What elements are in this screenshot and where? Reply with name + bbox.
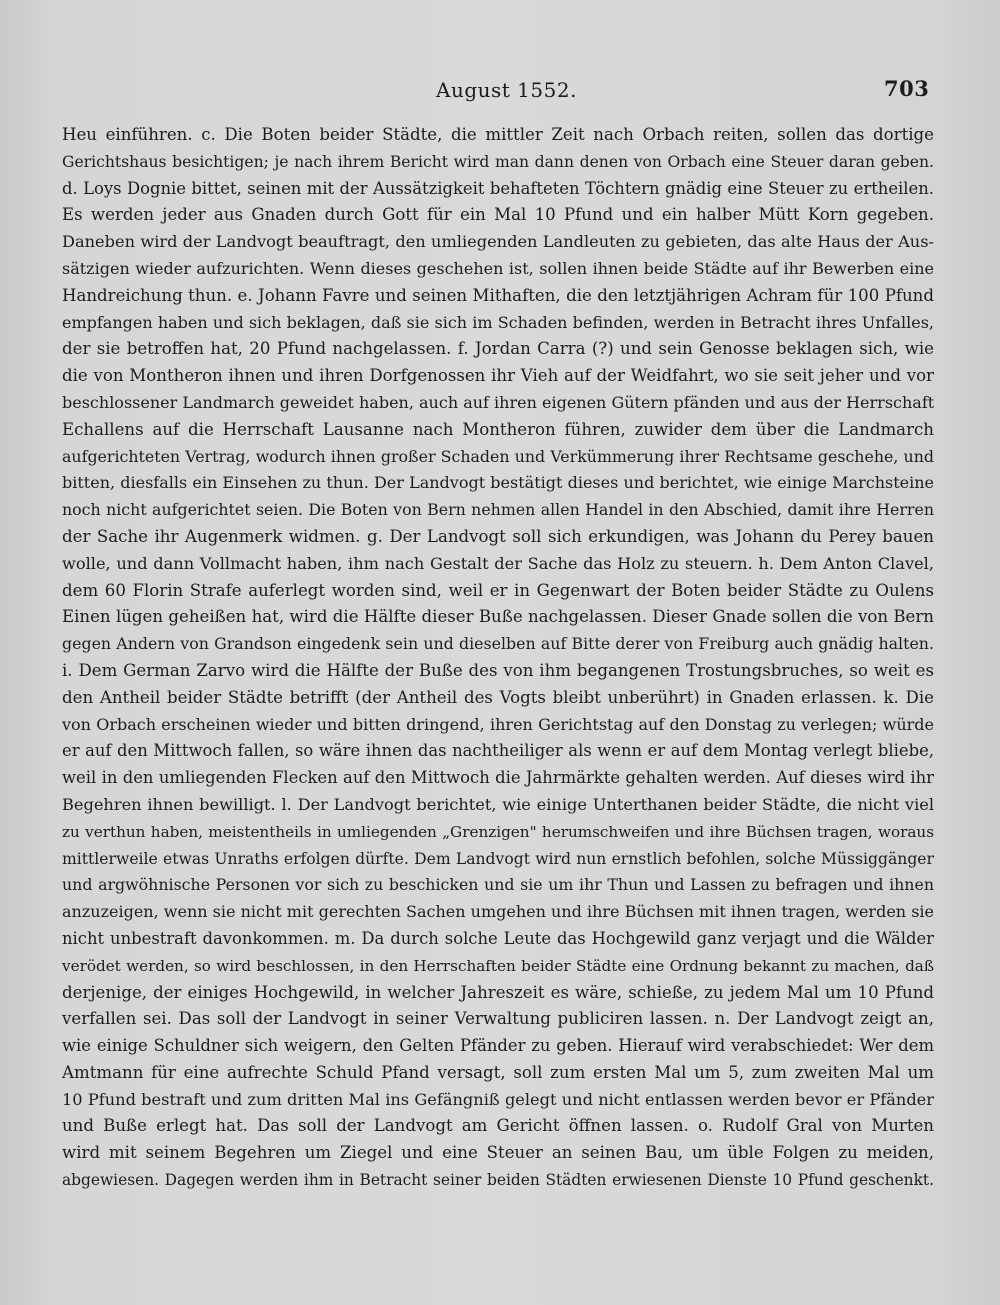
text-line: noch nicht aufgerichtet seien. Die Boten von Bern nehmen allen Handel in den Abschied, damit ihre Herren xyxy=(62,500,934,520)
text-line: und Buße erlegt hat. Das soll der Landvogt am Gericht öffnen lassen. o. Rudolf Gral von Murten xyxy=(62,1116,934,1136)
text-line: d. Loys Dognie bittet, seinen mit der Aussätzigkeit behafteten Töchtern gnädig eine Steuer zu ertheilen. xyxy=(62,178,934,198)
text-line: bitten, diesfalls ein Einsehen zu thun. Der Landvogt bestätigt dieses und berichtet, wie einige Marchsteine xyxy=(62,473,934,493)
text-line: abgewiesen. Dagegen werden ihm in Betracht seiner beiden Städten erwiesenen Dienste 10 Pfund geschenkt. xyxy=(62,1171,934,1190)
text-line: i. Dem German Zarvo wird die Hälfte der Buße des von ihm begangenen Trostungsbruches, so weit es xyxy=(62,660,934,680)
text-line: Einen lügen geheißen hat, wird die Hälfte dieser Buße nachgelassen. Dieser Gnade sollen die von Bern xyxy=(62,607,934,627)
text-line: Heu einführen. c. Die Boten beider Städte, die mittler Zeit nach Orbach reiten, sollen das dortige xyxy=(62,125,934,144)
text-line: Es werden jeder aus Gnaden durch Gott für ein Mal 10 Pfund und ein halber Mütt Korn gegeben. xyxy=(62,205,934,225)
text-line: gegen Andern von Grandson eingedenk sein und dieselben auf Bitte derer von Freiburg auch gnädig halten. xyxy=(62,634,934,654)
text-line: wird mit seinem Begehren um Ziegel und eine Steuer an seinen Bau, um üble Folgen zu meiden, xyxy=(62,1143,934,1163)
page-number: 703 xyxy=(884,76,930,101)
text-line: die von Montheron ihnen und ihren Dorfgenossen ihr Vieh auf der Weidfahrt, wo sie seit jeher und vor xyxy=(62,366,934,386)
text-line: weil in den umliegenden Flecken auf den Mittwoch die Jahrmärkte gehalten werden. Auf dieses wird ihr xyxy=(62,768,934,788)
text-line: zu verthun haben, meistentheils in umliegenden „Grenzigen" herumschweifen und ihre Büchsen tragen, woraus xyxy=(62,822,934,841)
text-line: Gerichtshaus besichtigen; je nach ihrem Bericht wird man dann denen von Orbach eine Steuer daran geben. xyxy=(62,152,934,171)
text-line: wie einige Schuldner sich weigern, den Gelten Pfänder zu geben. Hierauf wird verabschiedet: Wer dem xyxy=(62,1036,934,1056)
text-line: von Orbach erscheinen wieder und bitten dringend, ihren Gerichtstag auf den Donstag zu verlegen; würde xyxy=(62,714,934,734)
text-line: Echallens auf die Herrschaft Lausanne nach Montheron führen, zuwider dem über die Landmarch xyxy=(62,419,934,439)
text-line: verödet werden, so wird beschlossen, in den Herrschaften beider Städte eine Ordnung bekannt zu machen, daß xyxy=(62,956,934,975)
text-line: den Antheil beider Städte betrifft (der Antheil des Vogts bleibt unberührt) in Gnaden erlassen. k. Die xyxy=(62,687,934,707)
text-line: beschlossener Landmarch geweidet haben, auch auf ihren eigenen Gütern pfänden und aus der Herrschaft xyxy=(62,392,934,412)
page-header xyxy=(0,76,1000,106)
text-line: und argwöhnische Personen vor sich zu beschicken und sie um ihr Thun und Lassen zu befragen und ihnen xyxy=(62,875,934,895)
text-line: sätzigen wieder aufzurichten. Wenn dieses geschehen ist, sollen ihnen beide Städte auf ihr Bewerben eine xyxy=(62,258,934,278)
text-line: mittlerweile etwas Unraths erfolgen dürfte. Dem Landvogt wird nun ernstlich befohlen, solche Müssiggänger xyxy=(62,849,934,868)
text-line: nicht unbestraft davonkommen. m. Da durch solche Leute das Hochgewild ganz verjagt und die Wälder xyxy=(62,928,934,948)
text-line: Handreichung thun. e. Johann Favre und seinen Mithaften, die den letztjährigen Achram für 100 Pfund xyxy=(62,285,934,305)
text-line: anzuzeigen, wenn sie nicht mit gerechten Sachen umgehen und ihre Büchsen mit ihnen tragen, werden sie xyxy=(62,902,934,922)
text-line: dem 60 Florin Strafe auferlegt worden sind, weil er in Gegenwart der Boten beider Städte zu Oulens xyxy=(62,580,934,600)
text-line: aufgerichteten Vertrag, wodurch ihnen großer Schaden und Verkümmerung ihrer Rechtsame geschehe, und xyxy=(62,446,934,466)
text-line: er auf den Mittwoch fallen, so wäre ihnen das nachtheiliger als wenn er auf dem Montag verlegt bliebe, xyxy=(62,741,934,761)
text-line: wolle, und dann Vollmacht haben, ihm nach Gestalt der Sache das Holz zu steuern. h. Dem Anton Clavel, xyxy=(62,553,934,573)
text-line: der Sache ihr Augenmerk widmen. g. Der Landvogt soll sich erkundigen, was Johann du Perey bauen xyxy=(62,526,934,546)
text-line: derjenige, der einiges Hochgewild, in welcher Jahreszeit es wäre, schieße, zu jedem Mal um 10 Pfund xyxy=(62,982,934,1002)
text-line: 10 Pfund bestraft und zum dritten Mal ins Gefängniß gelegt und nicht entlassen werden bevor er Pfänder xyxy=(62,1089,934,1109)
text-line: der sie betroffen hat, 20 Pfund nachgelassen. f. Jordan Carra (?) und sein Genosse beklagen sich, wie xyxy=(62,339,934,359)
text-line: verfallen sei. Das soll der Landvogt in seiner Verwaltung publiciren lassen. n. Der Landvogt zeigt an, xyxy=(62,1009,934,1029)
text-line: Daneben wird der Landvogt beauftragt, den umliegenden Landleuten zu gebieten, das alte Haus der Aus- xyxy=(62,232,934,252)
body-text xyxy=(62,122,934,1194)
running-head: August 1552. xyxy=(436,78,577,102)
text-line: Amtmann für eine aufrechte Schuld Pfand versagt, soll zum ersten Mal um 5, zum zweiten Mal um xyxy=(62,1062,934,1082)
text-line: empfangen haben und sich beklagen, daß sie sich im Schaden befinden, werden in Betracht ihres Unfalles, xyxy=(62,312,934,332)
text-line: Begehren ihnen bewilligt. l. Der Landvogt berichtet, wie einige Unterthanen beider Städte, die nicht viel xyxy=(62,794,934,814)
